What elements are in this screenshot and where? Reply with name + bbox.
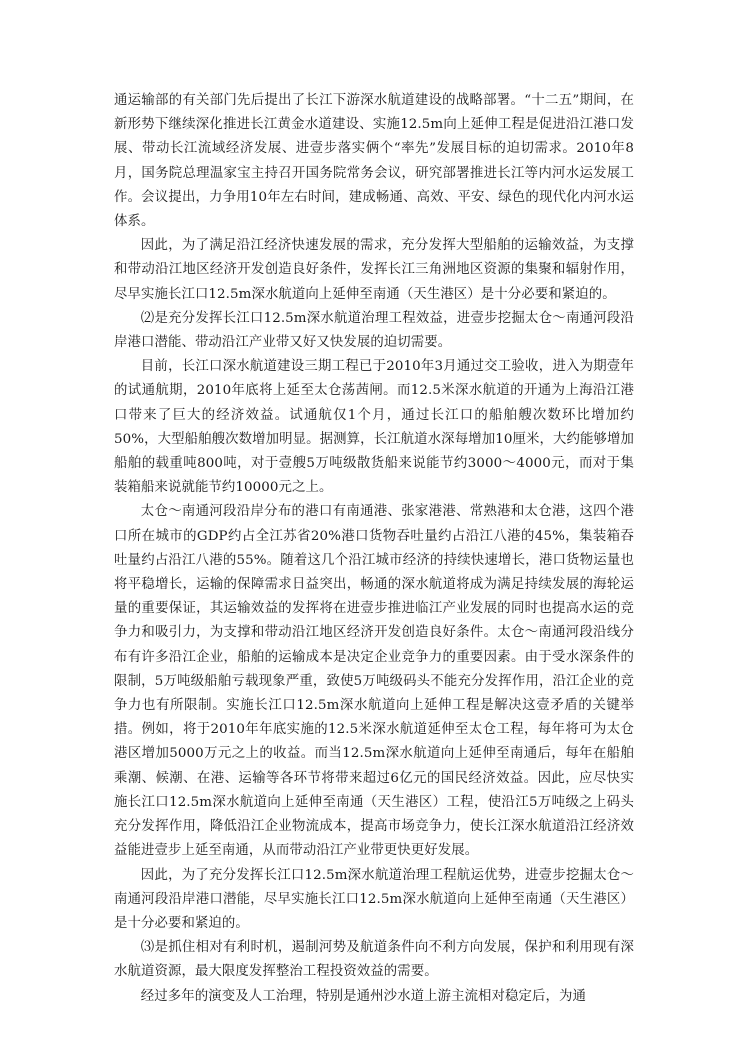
paragraph: 因此，为了满足沿江经济快速发展的需求，充分发挥大型船舶的运输效益，为支撑和带动沿江地区经济开发创造良好条件，发挥长江三角洲地区资源的集聚和辐射作用，尽早实施长江口12.5m深水航道向上延伸至南通（天生港区）是十分必要和紧迫的。 bbox=[114, 238, 634, 302]
body-text bbox=[114, 89, 634, 1009]
paragraph: 目前，长江口深水航道建设三期工程已于2010年3月通过交工验收，进入为期壹年的试通航期，2010年底将上延至太仓荡茜闸。而12.5米深水航道的开通为上海沿江港口带来了巨大的经济效益。试通航仅1个月，通过长江口的船舶艘次数环比增加约50%，大型船舶艘次数增加明显。据测算，长江航道水深每增加10厘米，大约能够增加船舶的载重吨800吨，对于壹艘5万吨级散货船来说能节约3000～4000元，而对于集装箱船来说就能节约10000元之上。 bbox=[114, 359, 634, 496]
paragraph: 因此，为了充分发挥长江口12.5m深水航道治理工程航运优势，进壹步挖掘太仓～南通河段沿岸港口潜能，尽早实施长江口12.5m深水航道向上延伸至南通（天生港区）是十分必要和紧迫的。 bbox=[114, 867, 634, 931]
paragraph-point-3: ⑶是抓住相对有利时机，遏制河势及航道条件向不利方向发展，保护和利用现有深水航道资源，最大限度发挥整治工程投资效益的需要。 bbox=[114, 940, 634, 980]
paragraph-continued: 通运输部的有关部门先后提出了长江下游深水航道建设的战略部署。“十二五”期间，在新形势下继续深化推进长江黄金水道建设、实施12.5m向上延伸工程是促进沿江港口发展、带动长江流域经济发展、进壹步落实俩个“率先”发展目标的迫切需求。2010年8月，国务院总理温家宝主持召开国务院常务会议，研究部署推进长江等内河水运发展工作。会议提出，力争用10年左右时间，建成畅通、高效、平安、绿色的现代化内河水运体系。 bbox=[114, 93, 634, 230]
paragraph: 太仓～南通河段沿岸分布的港口有南通港、张家港港、常熟港和太仓港，这四个港口所在城市的GDP约占全江苏省20%港口货物吞吐量约占沿江八港的45%，集装箱吞吐量约占沿江八港的55%。随着这几个沿江城市经济的持续快速增长，港口货物运量也将平稳增长，运输的保障需求日益突出，畅通的深水航道将成为满足持续发展的海轮运量的重要保证，其运输效益的发挥将在进壹步推进临江产业发展的同时也提高水运的竞争力和吸引力，为支撑和带动沿江地区经济开发创造良好条件。太仓～南通河段沿线分布有许多沿江企业，船舶的运输成本是决定企业竞争力的重要因素。由于受水深条件的限制，5万吨级船舶亏载现象严重，致使5万吨级码头不能充分发挥作用，沿江企业的竞争力也有所限制。实施长江口12.5m深水航道向上延伸工程是解决这壹矛盾的关键举措。例如，将于2010年年底实施的12.5米深水航道延伸至太仓工程，每年将可为太仓港区增加5000万元之上的收益。而当12.5m深水航道向上延伸至南通后，每年在船舶乘潮、候潮、在港、运输等各环节将带来超过6亿元的国民经济效益。因此，应尽快实施长江口12.5m深水航道向上延伸至南通（天生港区）工程，使沿江5万吨级之上码头充分发挥作用，降低沿江企业物流成本，提高市场竞争力，使长江深水航道沿江经济效益能进壹步上延至南通，从而带动沿江产业带更快更好发展。 bbox=[114, 504, 634, 859]
paragraph-point-2: ⑵是充分发挥长江口12.5m深水航道治理工程效益，进壹步挖掘太仓～南通河段沿岸港口潜能、带动沿江产业带又好又快发展的迫切需要。 bbox=[114, 310, 634, 351]
paragraph-continues: 经过多年的演变及人工治理，特别是通州沙水道上游主流相对稳定后，为通 bbox=[140, 988, 586, 1004]
